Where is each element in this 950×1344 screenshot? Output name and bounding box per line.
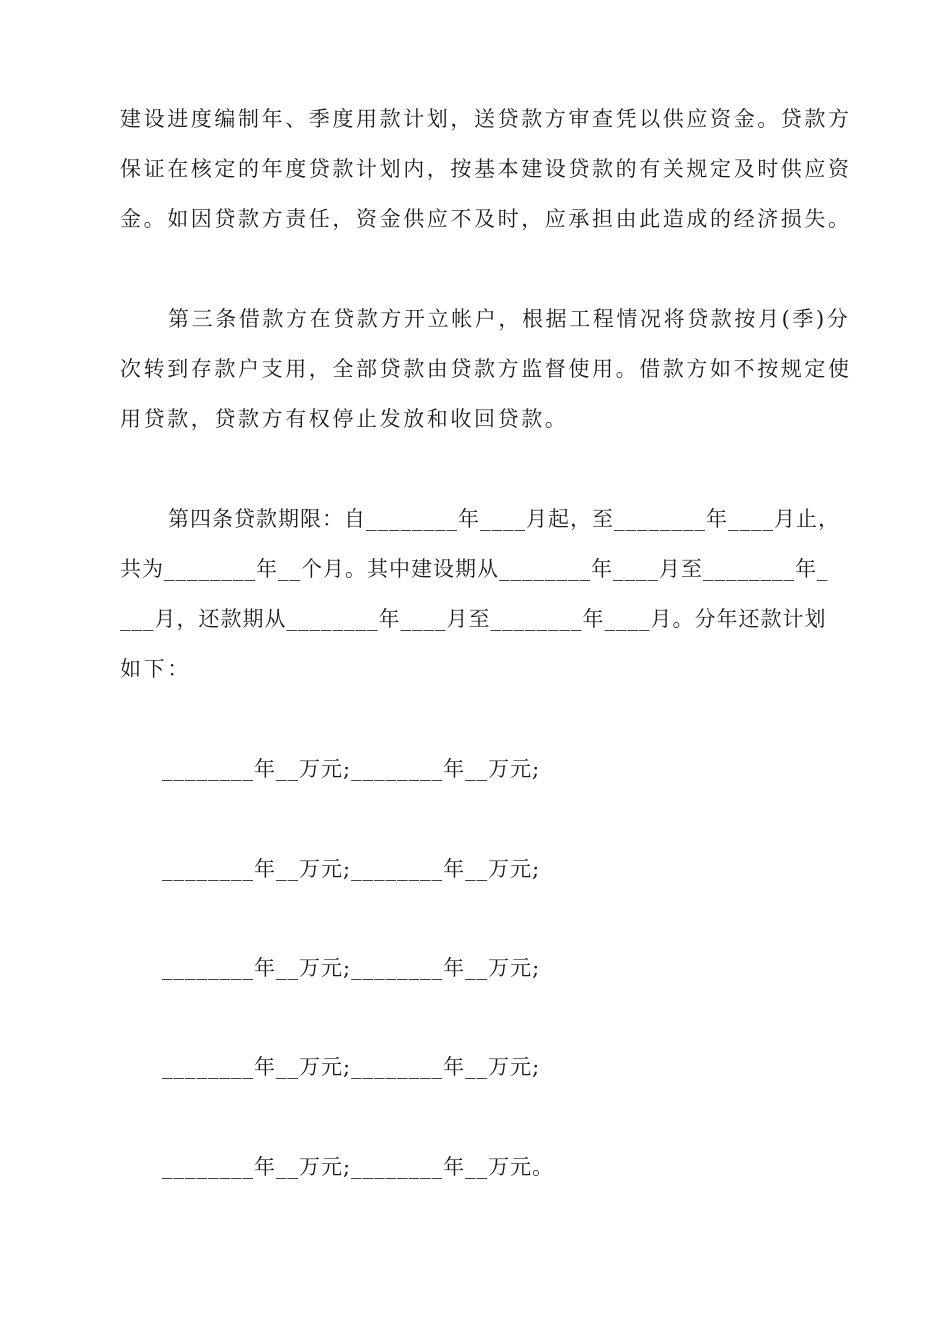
- article-4-line: 第四条贷款期限：自________年____月起，至________年____月止，: [168, 507, 840, 531]
- article-3-line: 用贷款，贷款方有权停止发放和收回贷款。: [120, 407, 569, 431]
- repayment-schedule-row: ________年__万元;________年__万元;: [162, 757, 541, 781]
- repayment-schedule-row: ________年__万元;________年__万元。: [162, 1155, 555, 1179]
- article-3-line: 第三条借款方在贷款方开立帐户，根据工程情况将贷款按月(季)分: [168, 307, 851, 331]
- repayment-schedule-row: ________年__万元;________年__万元;: [162, 1055, 541, 1079]
- paragraph-line: 建设进度编制年、季度用款计划，送贷款方审查凭以供应资金。贷款方: [120, 107, 852, 131]
- article-4-line: 如下：: [120, 657, 191, 681]
- article-3-line: 次转到存款户支用，全部贷款由贷款方监督使用。借款方如不按规定使: [120, 357, 852, 381]
- paragraph-line: 保证在核定的年度贷款计划内，按基本建设贷款的有关规定及时供应资: [120, 157, 852, 181]
- repayment-schedule-row: ________年__万元;________年__万元;: [162, 956, 541, 980]
- article-4-line: 共为________年__个月。其中建设期从________年____月至________年_: [120, 557, 829, 581]
- repayment-schedule-row: ________年__万元;________年__万元;: [162, 857, 541, 881]
- paragraph-line: 金。如因贷款方责任，资金供应不及时，应承担由此造成的经济损失。: [120, 207, 852, 231]
- article-4-line: ___月，还款期从________年____月至________年____月。分年还款计划: [120, 607, 827, 631]
